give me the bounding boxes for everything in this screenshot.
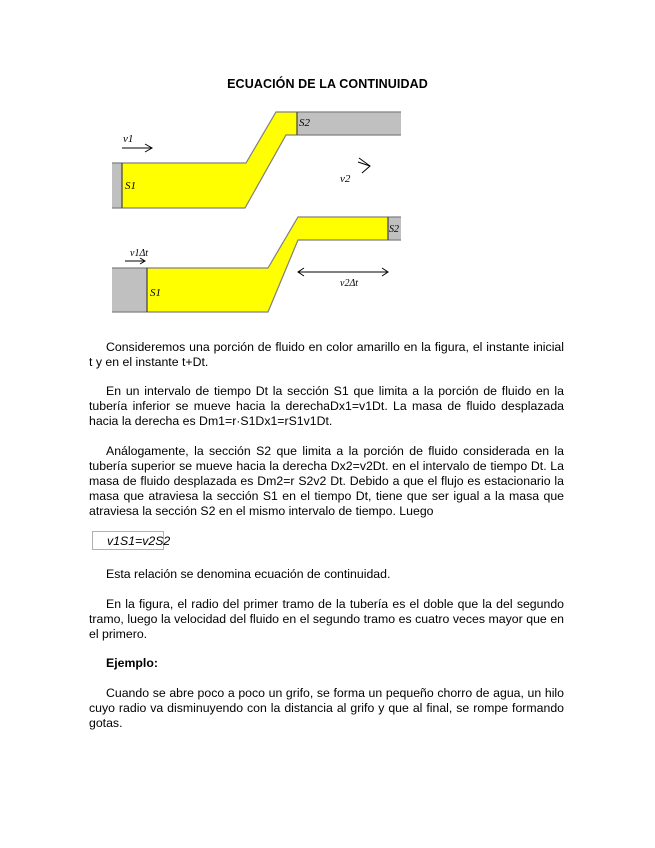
paragraph-5: En la figura, el radio del primer tramo de la tubería es el doble que la del segundo tramo, luego la velocidad del fluido en el segundo tramo es cuatro veces mayor que en el primero. [89,597,564,641]
paragraph-2: En un intervalo de tiempo Dt la sección S1 que limita a la porción de fluido en la tubería inferior se mueve hacia la derechaDx1=v1Dt. La masa de fluido desplazada hacia la derecha es Dm1=r·S1Dx1=rS1v1Dt. [89,384,564,428]
section-s1-top [112,163,122,208]
section-s2-top [297,112,401,135]
fluid-top [122,112,297,208]
paragraph-6: Cuando se abre poco a poco un grifo, se forma un pequeño chorro de agua, un hilo cuyo radio va disminuyendo con la distancia al grifo y que al final, se rompe formando gotas. [89,686,564,730]
example-heading: Ejemplo: [106,656,158,670]
page-title: ECUACIÓN DE LA CONTINUIDAD [227,77,428,91]
label-s1-top: S1 [125,180,136,192]
paragraph-1: Consideremos una porción de fluido en color amarillo en la figura, el instante inicial t y en el instante t+Dt. [89,340,564,369]
label-s1-bottom: S1 [150,287,161,299]
label-v1: v1 [123,133,134,145]
continuity-pipe-diagram [100,100,410,322]
label-s2-top: S2 [299,117,310,129]
paragraph-3: Análogamente, la sección S2 que limita a la porción de fluido considerada en la tubería superior se mueve hacia la derecha Dx2=v2Dt. en el intervalo de tiempo Dt. La masa de fluido desplazada es Dm2=r S2v2 Dt. Debido a que el flujo es estacionario la masa que atraviesa la sección S1 en el tiempo Dt, tiene que ser igual a la masa que atraviesa la sección S2 en el mismo intervalo de tiempo. Luego [89,444,564,518]
label-v2dt: v2Δt [340,278,359,289]
continuity-formula-box: v1S1=v2S2 [92,531,164,550]
label-v1dt: v1Δt [130,248,149,259]
paragraph-4: Esta relación se denomina ecuación de continuidad. [106,567,391,581]
fluid-bottom [147,217,388,312]
label-v2: v2 [340,173,351,185]
label-s2-bottom: S2 [389,224,399,235]
section-s1-bottom [112,268,147,312]
